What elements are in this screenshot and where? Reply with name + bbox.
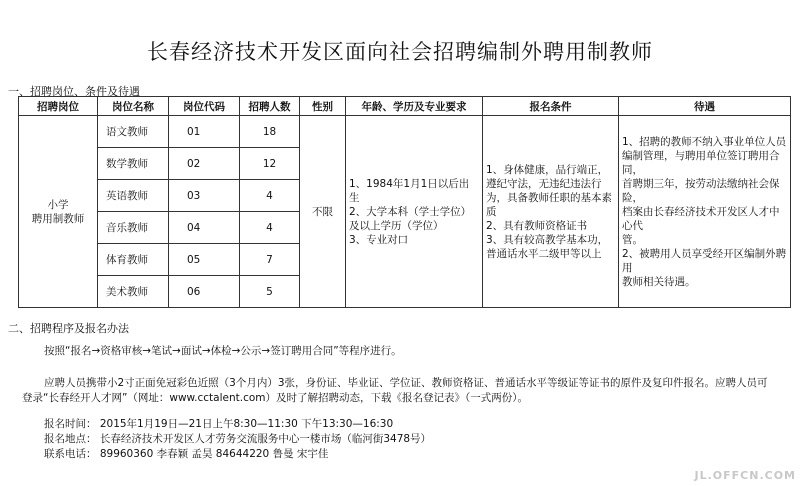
materials-text (22, 376, 782, 406)
position-name: 英语教师 (98, 180, 169, 212)
position-name: 美术教师 (98, 276, 169, 308)
header-benefits: 待遇 (619, 97, 791, 116)
position-code: 03 (169, 180, 240, 212)
position-name: 语文教师 (98, 116, 169, 148)
requirement-line: 及以上学历（学位） (349, 219, 444, 232)
registration-place: 报名地点： 长春经济技术开发区人才劳务交流服务中心一楼市场（临河街3478号） (44, 433, 432, 445)
condition-line: 普通话水平二级甲等以上 (486, 247, 602, 260)
watermark: JL.OFFCN.COM (694, 469, 796, 482)
position-code: 05 (169, 244, 240, 276)
conditions-cell (483, 116, 619, 308)
materials-line: 登录“长春经开人才网”（网址：www.cctalent.com）及时了解招聘动态，下载《报名登记表》（一式两份）。 (22, 392, 529, 404)
benefit-line: 编制管理，与聘用单位签订聘用合同， (622, 149, 780, 176)
procedure-text: 按照“报名→资格审核→笔试→面试→体检→公示→签订聘用合同”等程序进行。 (44, 345, 402, 357)
condition-line: 质 (486, 205, 497, 218)
condition-line: 1、身体健康，品行端正， (486, 163, 609, 176)
headcount: 18 (240, 116, 300, 148)
header-requirements: 年龄、学历及专业要求 (346, 97, 483, 116)
page-title: 长春经济技术开发区面向社会招聘编制外聘用制教师 (147, 40, 653, 64)
header-conditions: 报名条件 (483, 97, 619, 116)
benefit-line: 2、被聘用人员享受经开区编制外聘用 (622, 247, 787, 274)
position-name: 音乐教师 (98, 212, 169, 244)
header-post: 招聘岗位 (19, 97, 98, 116)
headcount: 7 (240, 244, 300, 276)
table-row (19, 116, 791, 148)
header-position-name: 岗位名称 (98, 97, 169, 116)
requirement-line: 1、1984年1月1日以后出生 (349, 177, 470, 204)
condition-line: 遵纪守法，无违纪违法行 (486, 177, 602, 190)
recruit-table (18, 96, 791, 308)
contact-phone: 联系电话： 89960360 李春颖 孟昊 84644220 鲁曼 宋宇佳 (44, 448, 329, 460)
position-code: 02 (169, 148, 240, 180)
table-header-row (19, 97, 791, 116)
headcount: 12 (240, 148, 300, 180)
headcount: 4 (240, 180, 300, 212)
header-position-code: 岗位代码 (169, 97, 240, 116)
position-name: 体育教师 (98, 244, 169, 276)
benefit-line: 1、招聘的教师不纳入事业单位人员 (622, 135, 787, 148)
condition-line: 2、具有教师资格证书 (486, 219, 588, 232)
position-code: 04 (169, 212, 240, 244)
header-headcount: 招聘人数 (240, 97, 300, 116)
requirement-line: 3、专业对口 (349, 233, 409, 246)
post-line: 聘用制教师 (31, 212, 85, 225)
materials-line: 应聘人员携带小2寸正面免冠彩色近照（3个月内）3张，身份证、毕业证、学位证、教师资格证、普通话水平等级证等证书的原件及复印件报名。应聘人员可 (44, 377, 768, 389)
registration-time: 报名时间： 2015年1月19日—21日上午8:30—11:30 下午13:30—16:30 (44, 418, 394, 430)
position-code: 06 (169, 276, 240, 308)
condition-line: 为，具备教师任职的基本素 (486, 191, 612, 204)
benefit-line: 首聘期三年，按劳动法缴纳社会保险， (622, 177, 780, 204)
headcount: 4 (240, 212, 300, 244)
post-line: 小学 (47, 198, 69, 211)
post-cell (19, 116, 98, 308)
position-code: 01 (169, 116, 240, 148)
section-heading-positions: 一、招聘岗位、条件及待遇 (8, 85, 140, 98)
benefits-cell (619, 116, 791, 308)
benefit-line: 管。 (622, 233, 643, 246)
benefit-line: 档案由长春经济技术开发区人才中心代 (622, 205, 780, 232)
condition-line: 3、具有较高教学基本功， (486, 233, 609, 246)
gender-cell: 不限 (300, 116, 346, 308)
header-gender: 性别 (300, 97, 346, 116)
requirement-line: 2、大学本科（学士学位） (349, 205, 472, 218)
section-heading-procedure: 二、招聘程序及报名办法 (8, 322, 129, 335)
position-name: 数学教师 (98, 148, 169, 180)
headcount: 5 (240, 276, 300, 308)
benefit-line: 教师相关待遇。 (622, 275, 696, 288)
requirements-cell (346, 116, 483, 308)
